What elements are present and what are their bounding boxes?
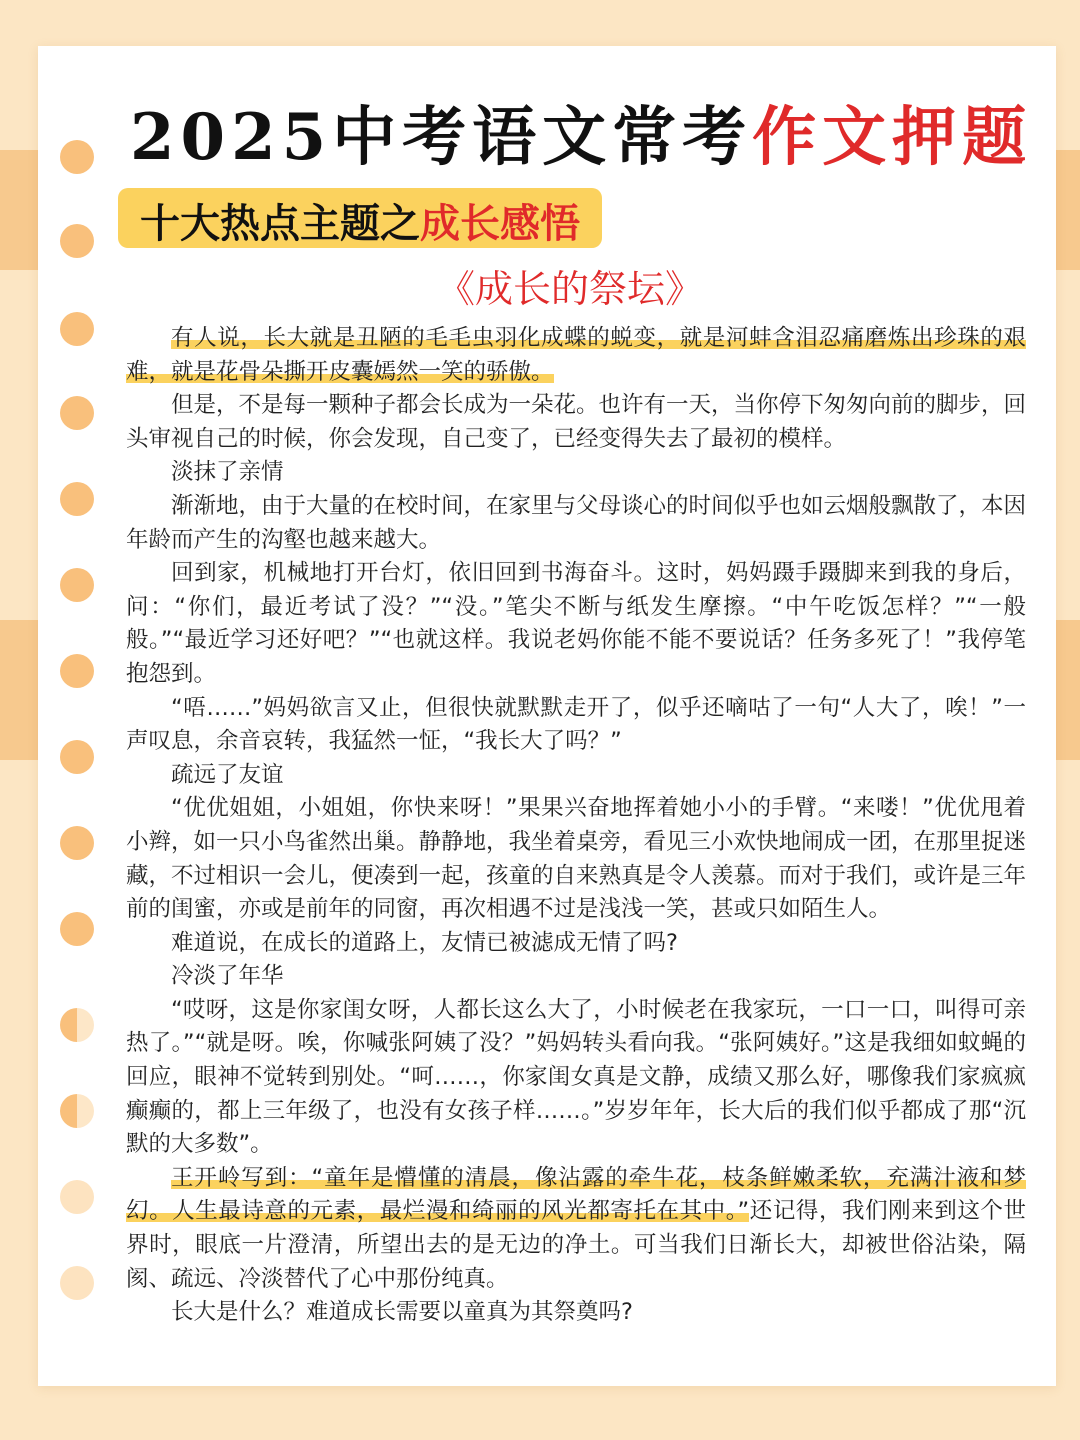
binder-hole [60, 140, 94, 174]
paragraph: 长大是什么？难道成长需要以童真为其祭奠吗? [171, 1299, 633, 1326]
subtitle-accent: 成长感悟 [420, 201, 580, 247]
binder-hole [60, 396, 94, 430]
essay-title: 《成长的祭坛》 [436, 267, 703, 311]
subtitle-main: 十大热点主题之 [140, 201, 420, 247]
page-title [130, 86, 1033, 178]
highlighted-text: 有人说，长大就是丑陋的毛毛虫羽化成蝶的蜕变，就是河蚌含泪忍痛磨炼出珍珠的艰难，就是花骨朵撕开皮囊嫣然一笑的骄傲。 [126, 325, 1026, 385]
section-heading: 冷淡了年华 [171, 963, 284, 990]
paragraph [126, 322, 1026, 389]
binder-hole [60, 224, 94, 258]
paragraph: 但是，不是每一颗种子都会长成为一朵花。也许有一天，当你停下匆匆向前的脚步，回头审视自己的时候，你会发现，自己变了，已经变得失去了最初的模样。 [126, 392, 1027, 452]
highlighted-quote: 王开岭写到：“童年是懵懂的清晨，像沾露的牵牛花，枝条鲜嫩柔软，充满汁液和梦幻。人生最诗意的元素，最烂漫和绮丽的风光都寄托在其中。” [126, 1164, 1026, 1225]
paragraph: 渐渐地，由于大量的在校时间，在家里与父母谈心的时间似乎也如云烟般飘散了，本因年龄而产生的沟壑也越来越大。 [126, 492, 1027, 553]
binder-hole [60, 1008, 94, 1042]
binder-hole [60, 740, 94, 774]
paragraph: 回到家，机械地打开台灯，依旧回到书海奋斗。这时，妈妈蹑手蹑脚来到我的身后，问：“你们，最近考试了没？”“没。”笔尖不断与纸发生摩擦。“中午吃饭怎样？”“一般般。”“最近学习还好吧？”“也就这样。我说老妈你能不能不要说话？任务多死了！”我停笔抱怨到。 [126, 560, 1026, 687]
binder-hole [60, 654, 94, 688]
paragraph [126, 1162, 1026, 1296]
title-accent: 作文押题 [752, 100, 1033, 175]
binder-hole [60, 1266, 94, 1300]
paragraph: “唔……”妈妈欲言又止，但很快就默默走开了，似乎还嘀咕了一句“人大了，唉！”一声叹息，余音哀转，我猛然一怔，“我长大了吗？” [126, 694, 1026, 755]
section-heading: 疏远了友谊 [171, 761, 284, 788]
section-heading: 淡抹了亲情 [171, 459, 284, 486]
binder-hole [60, 1094, 94, 1128]
binder-hole [60, 568, 94, 602]
title-main: 2025中考语文常考 [130, 100, 753, 175]
quote-continuation: 还记得，我们刚来到这个世界时，眼底一片澄清，所望出去的是无边的净土。可当我们日渐长大，却被世俗沾染，隔阂、疏远、冷淡替代了心中那份纯真。 [126, 1198, 1026, 1292]
binder-hole [60, 826, 94, 860]
paragraph: “优优姐姐，小姐姐，你快来呀！”果果兴奋地挥着她小小的手臂。“来喽！”优优甩着小辫，如一只小鸟雀然出巢。静静地，我坐着桌旁，看见三小欢快地闹成一团，在那里捉迷藏，不过相识一会儿，便凑到一起，孩童的自来熟真是令人羡慕。而对于我们，或许是三年前的闺蜜，亦或是前年的同窗，再次相遇不过是浅浅一笑，甚或只如陌生人。 [126, 795, 1027, 923]
subtitle [140, 192, 580, 249]
binder-hole [60, 482, 94, 516]
paragraph: “哎呀，这是你家闺女呀，人都长这么大了，小时候老在我家玩，一口一口，叫得可亲热了。”“就是呀。唉，你喊张阿姨了没？”妈妈转头看向我。“张阿姨好。”这是我细如蚊蝇的回应，眼神不觉转到别处。“呵……，你家闺女真是文静，成绩又那么好，哪像我们家疯疯癫癫的，都上三年级了，也没有女孩子样……。”岁岁年年，长大后的我们似乎都成了那“沉默的大多数”。 [126, 996, 1026, 1158]
paragraph: 难道说，在成长的道路上，友情已被滤成无情了吗? [171, 929, 678, 956]
essay-body [126, 322, 1026, 1330]
binder-hole [60, 312, 94, 346]
binder-hole [60, 912, 94, 946]
binder-hole [60, 1180, 94, 1214]
